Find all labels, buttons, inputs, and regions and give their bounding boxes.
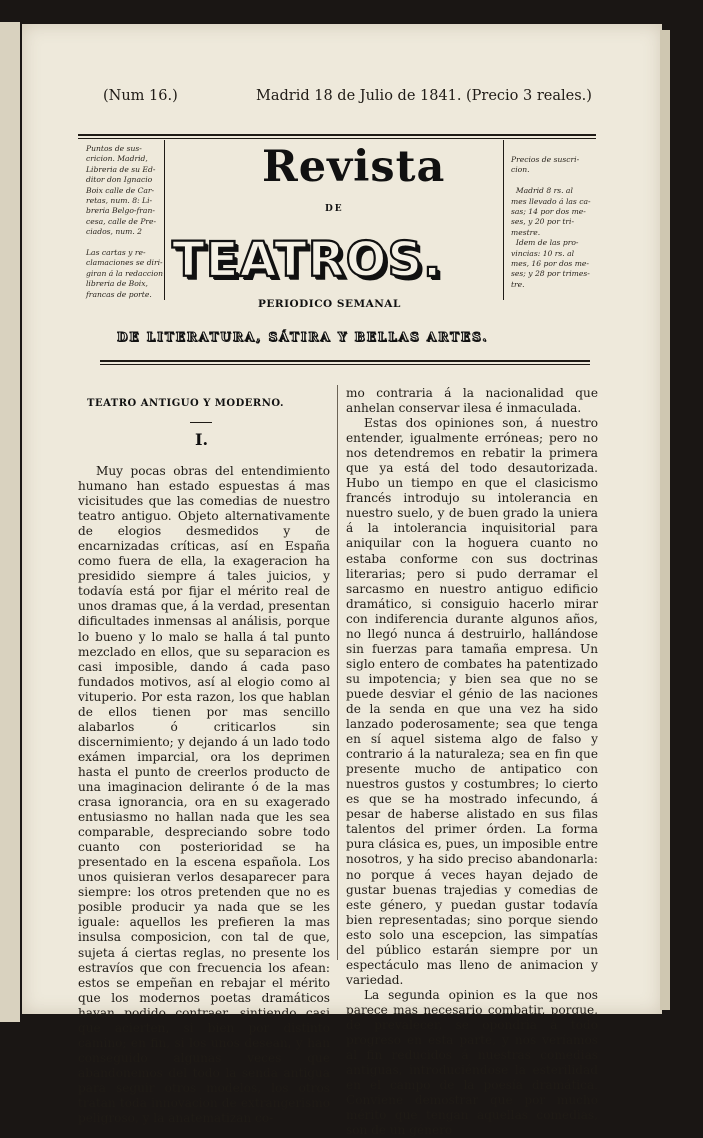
article-paragraph: mo contraria á la nacionalidad que anhelan conservar ilesa é inmaculada. [346,386,598,416]
right-box-divider [503,140,504,300]
article-paragraph: Muy pocas obras del entendimiento humano han estado espuestas á mas vicisitudes que las comedias de nuestro teatro antiguo. Objeto alternativamente de elogios desmedidos y de encarnizadas críticas, así en España como fuera de ella, la exageracion ha presidido siempre á tales juicios, y todavía está por fijar el mérito real de unos dramas que, á la verdad, presentan dificultades inmensas al análisis, porque lo bueno y lo malo se halla á tal punto mezclado en ellos, que su separacion es casi imposible, dando á cada paso fundados motivos, así al elogio como al vituperio. Por esta razon, los que hablan de ellos tienen por mas sencillo alabarlos ó criticarlos sin discernimiento; y dejando á un lado todo exámen imparcial, ora los deprimen hasta el punto de creerlos producto de una imaginacion delirante ó de la mas crasa ignorancia, ora en su exagerado entusiasmo no hallan nada que les sea comparable, despreciando sobre todo cuanto con posterioridad se ha presentado en la escena española. Los unos quisieran verlos desaparecer para siempre: los otros pretenden que no es posible producir ya nada que se les iguale: aquellos les prefieren la mas insulsa composicion, con tal de que, sujeta á ciertas reglas, no presente los estravíos que con frecuencia los afean: estos se empeñan en rebajar el mérito que los modernos poetas dramáticos hayan podido contraer, sintiendo casi que acierten, si bien por distinto camino; en fin, si los unos desean, y han conseguido algunas veces que abandonemos del todo la senda antigua para seguir otros modelos, los otros tratan toda innovacion de extrangerismo peligroso, y la anatematizan co- [78,464,330,1126]
chapter-numeral: I. [195,430,209,449]
masthead-bottom-rule [100,360,590,362]
dateline: Madrid 18 de Julio de 1841. [256,88,462,104]
section-title: TEATRO ANTIGUO Y MODERNO. [87,398,284,409]
article-paragraph: La segunda opinion es la que nos parece mas necesario combatir, porque, de prevalecer, se opondria á todo progreso en esta parte, y nos veríamos al fin reducidos á nuestras comedias antiguas, introduciéndose la esterilidad en el campo de la poesía dramática. Conviene demostrar que por mucho mérito que tengan aquellas comedias, son de un género [346,987,598,1138]
left-box-divider [164,140,165,300]
periodico-semanal: PERIODICO SEMANAL [258,298,401,310]
right-column [346,386,598,1138]
facing-page-edge [0,22,20,1022]
masthead-title: Revista [262,142,446,192]
article-paragraph: Estas dos opiniones son, á nuestro entender, igualmente erróneas; pero no nos detendremos en rebatir la primera que ya está del todo desautorizada. Hubo un tiempo en que el clasicismo francés introdujo su intolerancia en nuestro suelo, y de buen grado la uniera á la intolerancia inquisitorial para aniquilar con la hoguera cuanto no estaba conforme con sus doctrinas literarias; pero si pudo derramar el sarcasmo en nuestro antiguo edificio dramático, si consiguio hacerlo mirar con indiferencia durante algunos años, no llegó nunca á destruirlo, hallándose sin fuerzas para tamaña empresa. Un siglo entero de combates ha patentizado su impotencia; y bien sea que no se puede desviar el génio de las naciones de la senda en que una vez ha sido lanzado poderosamente; sea que tenga en sí aquel sistema algo de falso y contrario á la naturaleza; sea en fin que presente mucho de antipatico con nuestros gustos y costumbres; lo cierto es que se ha mostrado infecundo, á pesar de haberse alistado en sus filas talentos del primer órden. La forma pura clásica es, pues, un imposible entre nosotros, y ha sido preciso abandonarla: no porque á veces hayan dejado de gustar buenas trajedias y comedias de este género, y puedan gustar todavía bien representadas; sino porque siendo esto solo una escepcion, las simpatías del público estarán siempre por un espectáculo mas lleno de animacion y variedad. [346,416,598,987]
masthead-de: DE [325,204,344,214]
masthead-teatros: TEATROS. [172,232,443,288]
subscription-prices-box: Precios de suscri- cion. Madrid 8 rs. al mes llevado á las ca- sas; 14 por dos me- ses, y 20 por tri- mestre. Idem de las pro- vincias: 10 rs. al mes, 16 por dos me- ses; y 28 por trimes- tre. [511,155,591,289]
left-column [78,464,330,1126]
top-rule [78,134,596,136]
price: (Precio 3 reales.) [466,88,592,104]
issue-number: (Num 16.) [103,88,178,104]
top-rule-thin [78,138,596,139]
chapter-ornament [190,422,212,423]
page-edge [660,30,670,1010]
masthead-bottom-rule-thin [100,364,590,365]
subscription-points-box: Puntos de sus- cricion. Madrid, Libreria de su Ed- ditor don Ignacio Boix calle de Car- retas, num. 8: Li- breria Belgo-fran- cesa, calle de Pre- ciados, num. 2 Las cartas y re- clamaciones se diri- giran á la redaccion libreria de Boix, francas de porte. [86,144,163,299]
masthead-subtitle: DE LITERATURA, SÁTIRA Y BELLAS ARTES. [117,330,489,344]
column-divider [337,385,338,960]
